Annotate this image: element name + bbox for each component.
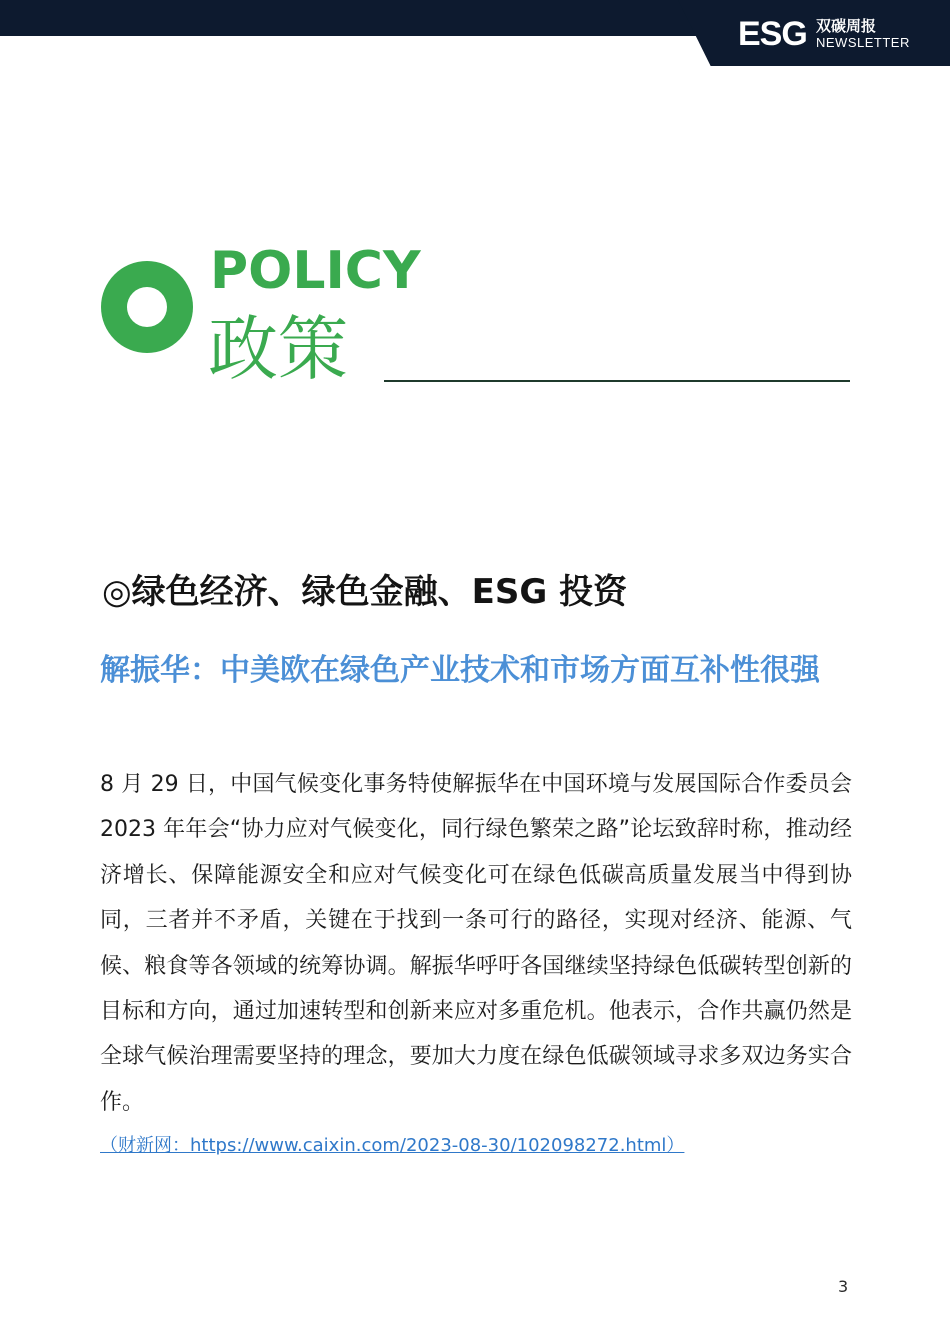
brand-title-cn: 双碳周报 (816, 17, 877, 35)
article-title: 解振华：中美欧在绿色产业技术和市场方面互补性很强 (100, 653, 820, 688)
brand-title-en: NEWSLETTER (816, 35, 910, 50)
source-link[interactable]: （财新网：https://www.caixin.com/2023-08-30/102098272.html） (100, 1135, 685, 1156)
esg-logo: ESG (738, 15, 807, 53)
article-body: 8 月 29 日，中国气候变化事务特使解振华在中国环境与发展国际合作委员会 2023 年年会“协力应对气候变化，同行绿色繁荣之路”论坛致辞时称，推动经济增长、保障能源安全和应对气候变化可在绿色低碳高质量发展当中得到协同，三者并不矛盾，关键在于找到一条可行的路径，实现对经济、能源、气候、粮食等各领域的统筹协调。解振华呼吁各国继续坚持绿色低碳转型创新的目标和方向，通过加速转型和创新来应对多重危机。他表示，合作共赢仍然是全球气候治理需要坚持的理念，要加大力度在绿色低碳领域寻求多双边务实合作。 (100, 772, 852, 1115)
section-divider (384, 380, 850, 382)
ring-hole (127, 287, 167, 327)
brand-tab (678, 0, 950, 66)
section-ring-icon (101, 261, 193, 353)
section-heading: ◎绿色经济、绿色金融、ESG 投资 (102, 572, 628, 612)
page-number: 3 (838, 1277, 849, 1296)
section-label-en: POLICY (210, 241, 421, 301)
section-label-cn: 政策 (208, 308, 348, 390)
